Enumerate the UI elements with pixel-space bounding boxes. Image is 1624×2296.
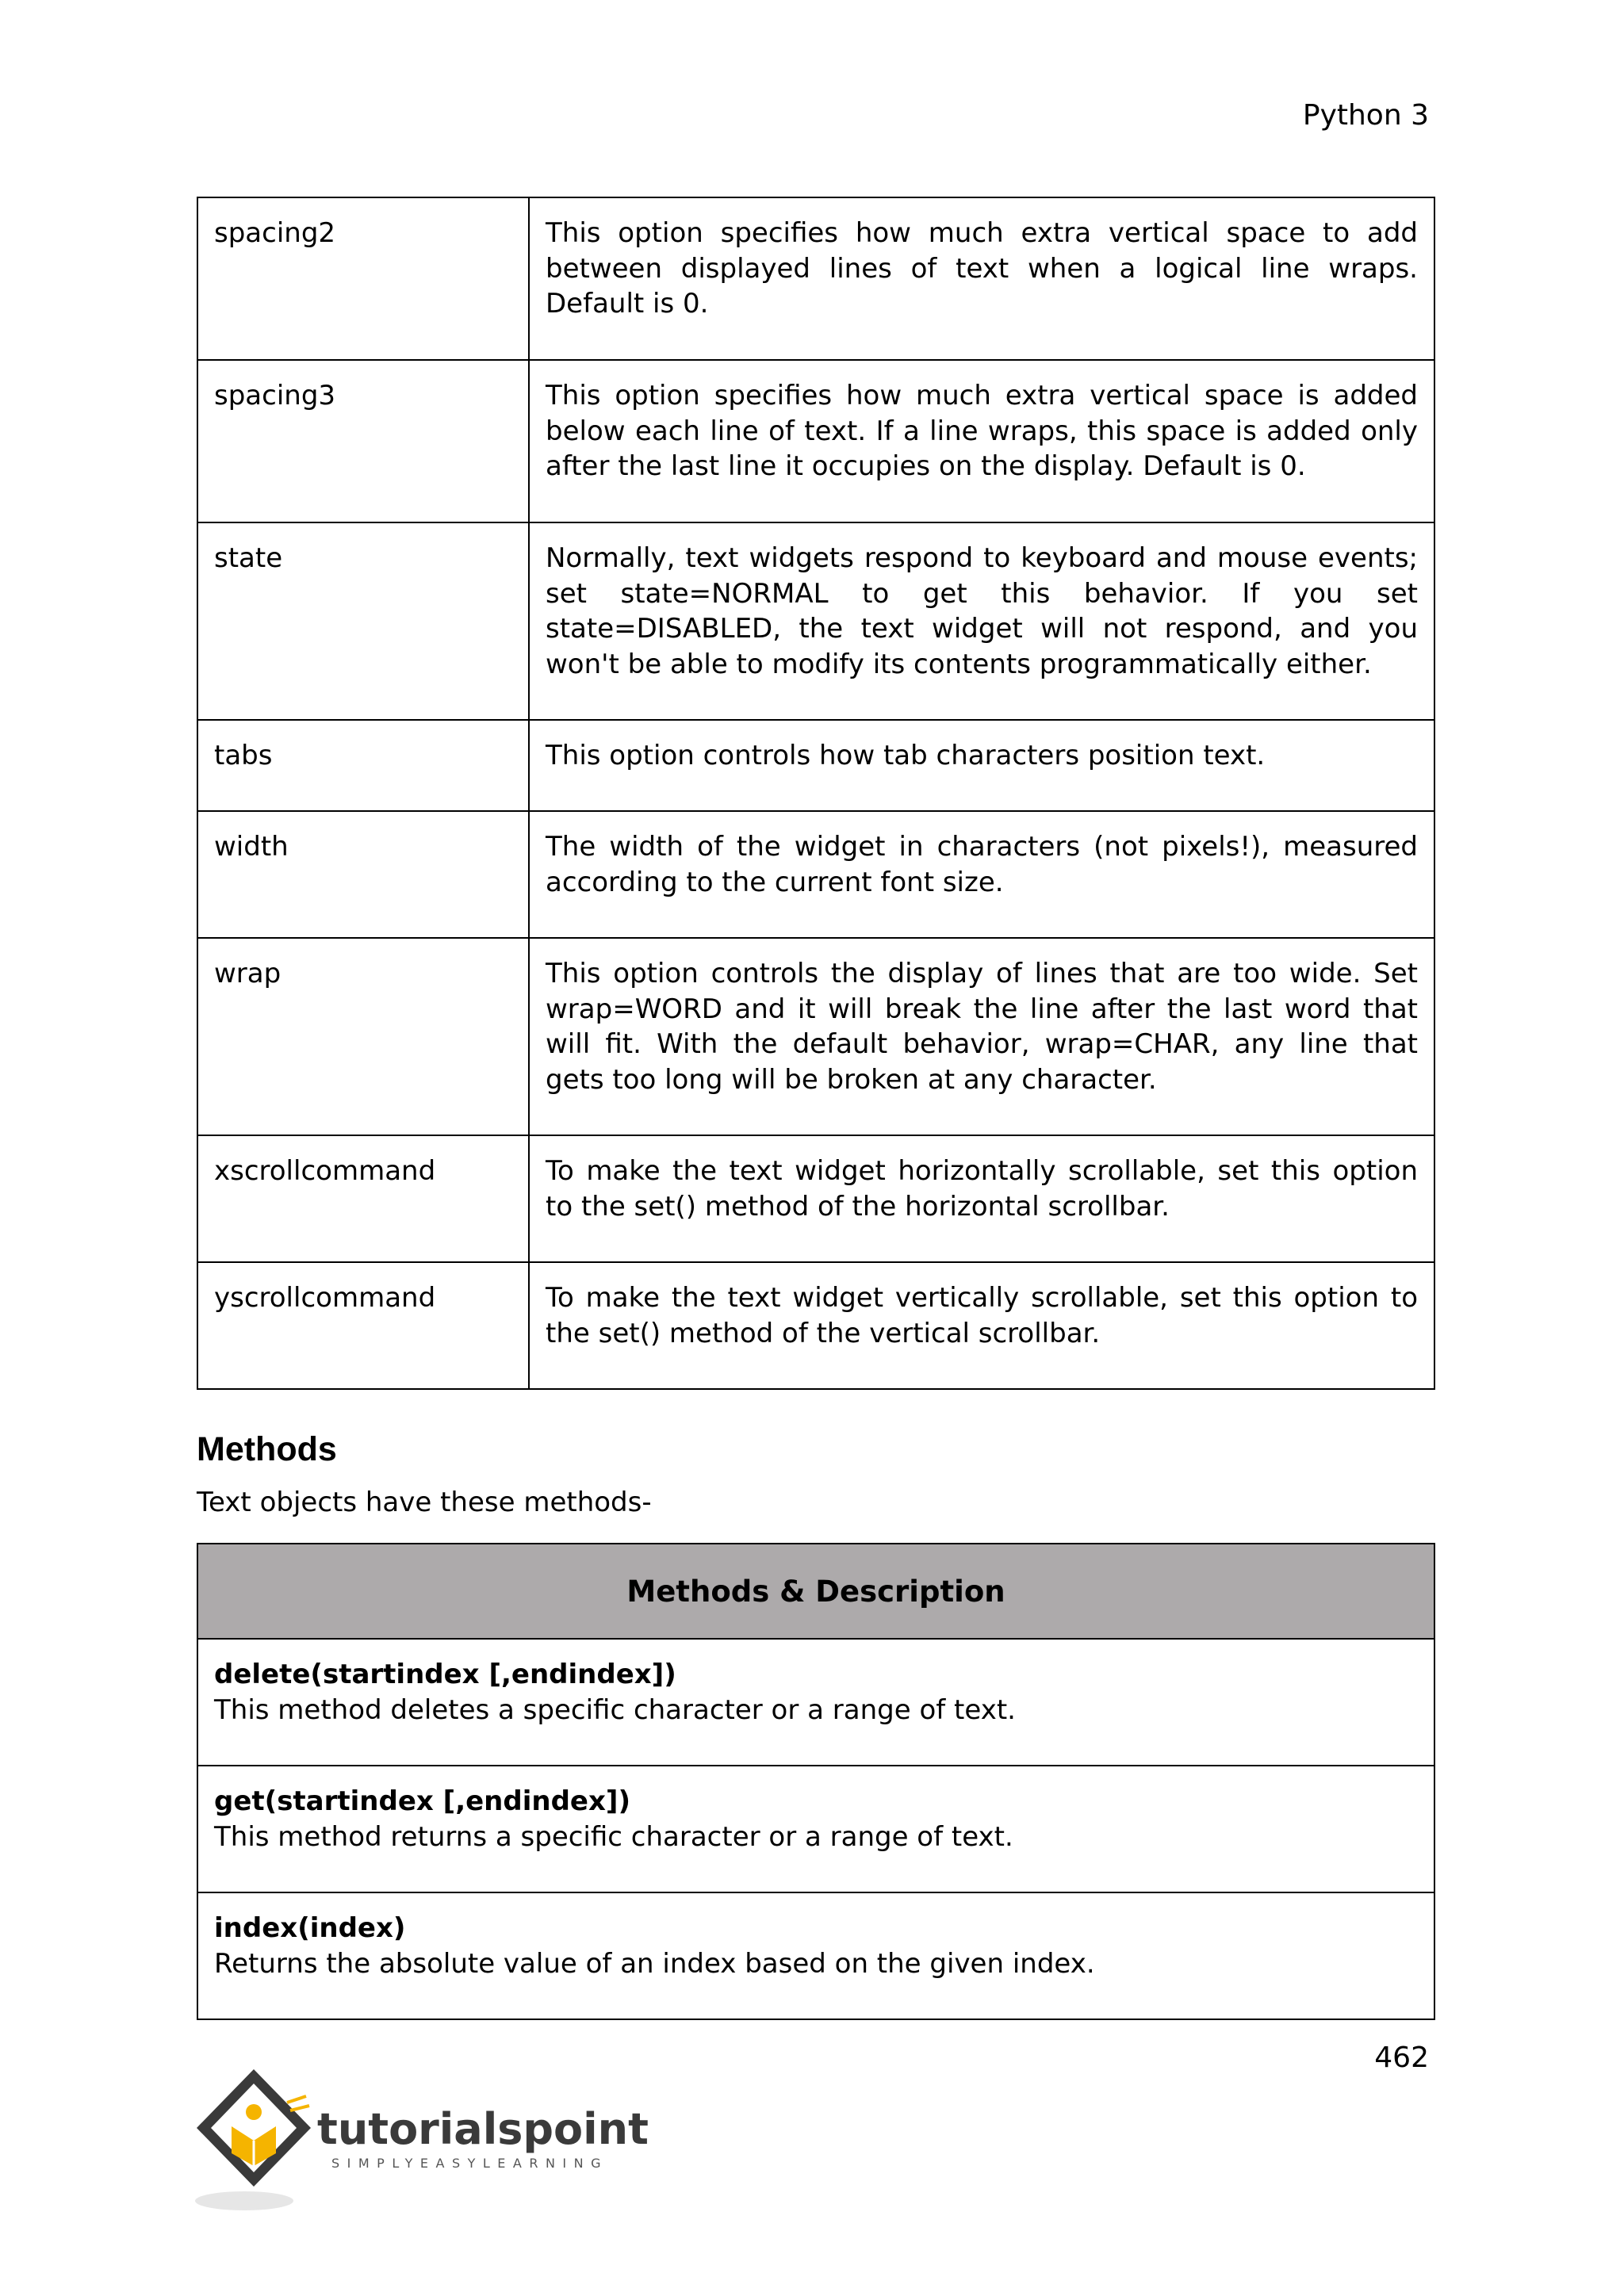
option-description: Normally, text widgets respond to keyboard and mouse events; set state=NORMAL to get this behavior. If you set state=DISABLED, the text widget will not respond, and you won't be able to modify its contents programmatically either.: [529, 522, 1434, 720]
table-row: [197, 197, 1434, 360]
table-row: [197, 1135, 1434, 1262]
option-description: This option specifies how much extra vertical space to add between displayed lines of text when a logical line wraps. Default is 0.: [529, 197, 1434, 360]
method-name: get(startindex [,endindex]): [214, 1785, 630, 1817]
tutorialspoint-logo: [190, 2064, 666, 2223]
logo-tagline: SIMPLYEASYLEARNING: [331, 2156, 609, 2171]
table-row: [197, 811, 1434, 938]
logo-wordmark: tutorialspoint: [317, 2104, 649, 2154]
method-cell: [197, 1766, 1434, 1892]
table-header-row: [197, 1544, 1434, 1639]
methods-table: [197, 1543, 1435, 2020]
section-intro: Text objects have these methods-: [197, 1487, 652, 1518]
option-name: tabs: [197, 720, 529, 811]
option-description: This option controls the display of lines that are too wide. Set wrap=WORD and it will break the line after the last word that will fit. With the default behavior, wrap=CHAR, any line that gets too long will be broken at any character.: [529, 938, 1434, 1135]
option-description: To make the text widget horizontally scrollable, set this option to the set() method of the horizontal scrollbar.: [529, 1135, 1434, 1262]
option-name: xscrollcommand: [197, 1135, 529, 1262]
option-name: state: [197, 522, 529, 720]
option-name: wrap: [197, 938, 529, 1135]
option-name: spacing2: [197, 197, 529, 360]
method-name: delete(startindex [,endindex]): [214, 1659, 676, 1690]
option-description: This option specifies how much extra vertical space is added below each line of text. If a line wraps, this space is added only after the last line it occupies on the display. Default is 0.: [529, 360, 1434, 522]
running-header: Python 3: [1302, 99, 1429, 132]
option-description: The width of the widget in characters (not pixels!), measured according to the current font size.: [529, 811, 1434, 938]
option-description: This option controls how tab characters position text.: [529, 720, 1434, 811]
option-name: width: [197, 811, 529, 938]
table-row: [197, 720, 1434, 811]
method-cell: [197, 1892, 1434, 2019]
method-description: Returns the absolute value of an index based on the given index.: [214, 1948, 1095, 1980]
table-header: Methods & Description: [197, 1544, 1434, 1639]
method-description: This method returns a specific character or a range of text.: [214, 1821, 1013, 1853]
table-row: [197, 522, 1434, 720]
option-description: To make the text widget vertically scrollable, set this option to the set() method of the vertical scrollbar.: [529, 1262, 1434, 1389]
section-title: Methods: [197, 1430, 337, 1468]
method-description: This method deletes a specific character or a range of text.: [214, 1694, 1016, 1726]
method-name: index(index): [214, 1912, 406, 1944]
method-cell: [197, 1639, 1434, 1766]
page-number: 462: [1374, 2042, 1429, 2074]
option-name: yscrollcommand: [197, 1262, 529, 1389]
table-row: [197, 938, 1434, 1135]
table-row: [197, 360, 1434, 522]
option-name: spacing3: [197, 360, 529, 522]
table-row: [197, 1639, 1434, 1766]
table-row: [197, 1892, 1434, 2019]
table-row: [197, 1262, 1434, 1389]
options-table: [197, 197, 1435, 1390]
table-row: [197, 1766, 1434, 1892]
